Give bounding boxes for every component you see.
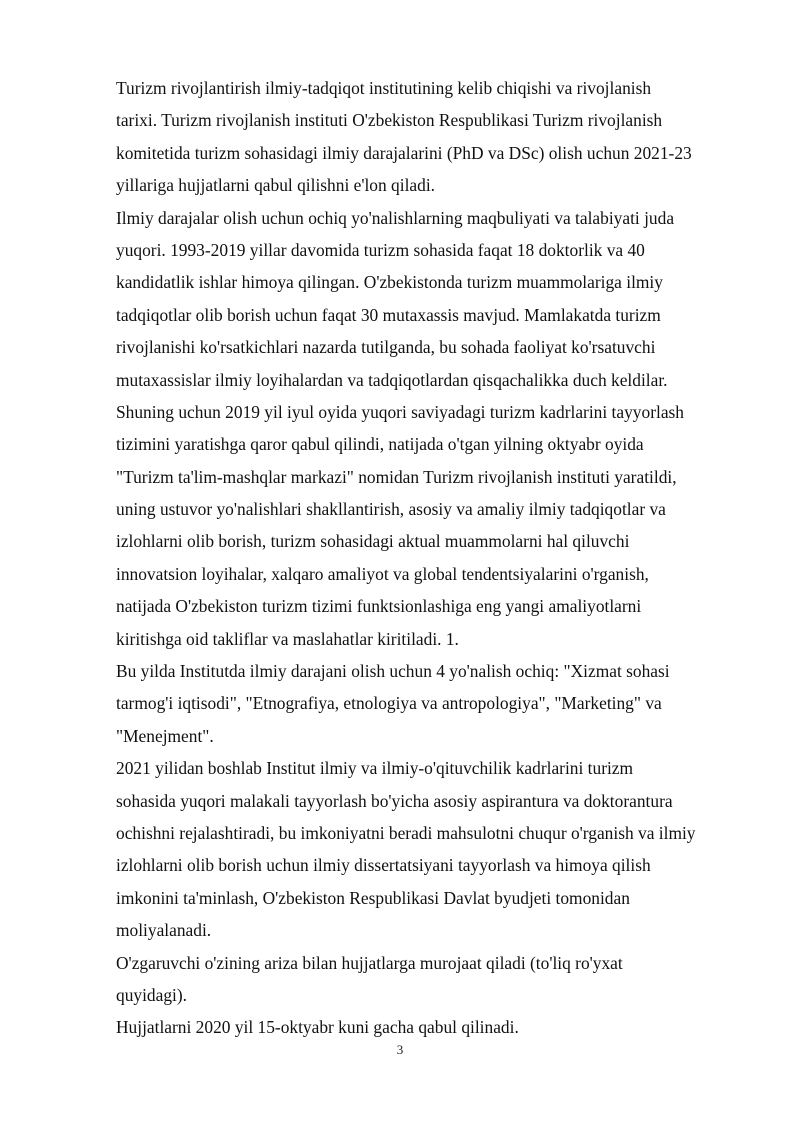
text-line: yuqori. 1993-2019 yillar davomida turizm sohasida faqat 18 doktorlik va 40 [116,239,645,260]
text-line: Bu yilda Institutda ilmiy darajani olish uchun 4 yo'nalish ochiq: "Xizmat sohasi [116,661,670,682]
body-text [116,72,756,1044]
text-line: ochishni rejalashtiradi, bu imkoniyatni beradi mahsulotni chuqur o'rganish va ilmiy [116,822,696,843]
text-line: izlohlarni olib borish uchun ilmiy dissertatsiyani tayyorlash va himoya qilish [116,855,651,876]
text-line: uning ustuvor yo'nalishlari shakllantirish, asosiy va amaliy ilmiy tadqiqotlar va [116,499,666,520]
text-line: izlohlarni olib borish, turizm sohasidagi aktual muammolarni hal qiluvchi [116,531,630,552]
text-line: "Turizm ta'lim-mashqlar markazi" nomidan Turizm rivojlanish instituti yaratildi, [116,466,677,487]
text-line: innovatsion loyihalar, xalqaro amaliyot va global tendentsiyalarini o'rganish, [116,563,649,584]
text-line: Ilmiy darajalar olish uchun ochiq yo'nalishlarning maqbuliyati va talabiyati juda [116,207,675,228]
text-line: sohasida yuqori malakali tayyorlash bo'yicha asosiy aspirantura va doktorantura [116,790,673,811]
text-line: imkonini ta'minlash, O'zbekiston Respublikasi Davlat byudjeti tomonidan [116,887,630,908]
text-line: tarmog'i iqtisodi", "Etnografiya, etnologiya va antropologiya", "Marketing" va [116,693,662,714]
page-number: 3 [396,1042,404,1057]
text-line: rivojlanishi ko'rsatkichlari nazarda tutilganda, bu sohada faoliyat ko'rsatuvchi [116,337,656,358]
text-line: kiritishga oid takliflar va maslahatlar kiritiladi. 1. [116,628,459,649]
text-line: kandidatlik ishlar himoya qilingan. O'zbekistonda turizm muammolariga ilmiy [116,272,663,293]
text-line: natijada O'zbekiston turizm tizimi funktsionlashiga eng yangi amaliyotlarni [116,596,642,617]
text-line: Shuning uchun 2019 yil iyul oyida yuqori saviyadagi turizm kadrlarini tayyorlash [116,401,684,422]
text-line: "Menejment". [116,725,214,746]
text-line: moliyalanadi. [116,920,212,941]
text-line: mutaxassislar ilmiy loyihalardan va tadqiqotlardan qisqachalikka duch keldilar. [116,369,668,390]
text-line: Turizm rivojlantirish ilmiy-tadqiqot institutining kelib chiqishi va rivojlanish [116,78,652,98]
text-line: yillariga hujjatlarni qabul qilishni e'lon qiladi. [116,175,436,196]
text-line: tarixi. Turizm rivojlanish instituti O'zbekiston Respublikasi Turizm rivojlanish [116,110,663,131]
text-line: 2021 yilidan boshlab Institut ilmiy va ilmiy-o'qituvchilik kadrlarini turizm [116,758,634,779]
text-line: O'zgaruvchi o'zining ariza bilan hujjatlarga murojaat qiladi (to'liq ro'yxat [116,952,623,973]
text-line: quyidagi). [116,984,187,1005]
text-line: tadqiqotlar olib borish uchun faqat 30 mutaxassis mavjud. Mamlakatda turizm [116,304,661,325]
text-line: komitetida turizm sohasidagi ilmiy darajalarini (PhD va DSc) olish uchun 2021-23 [116,142,692,163]
text-line: Hujjatlarni 2020 yil 15-oktyabr kuni gacha qabul qilinadi. [116,1017,519,1038]
text-line: tizimini yaratishga qaror qabul qilindi, natijada o'tgan yilning oktyabr oyida [116,434,644,455]
